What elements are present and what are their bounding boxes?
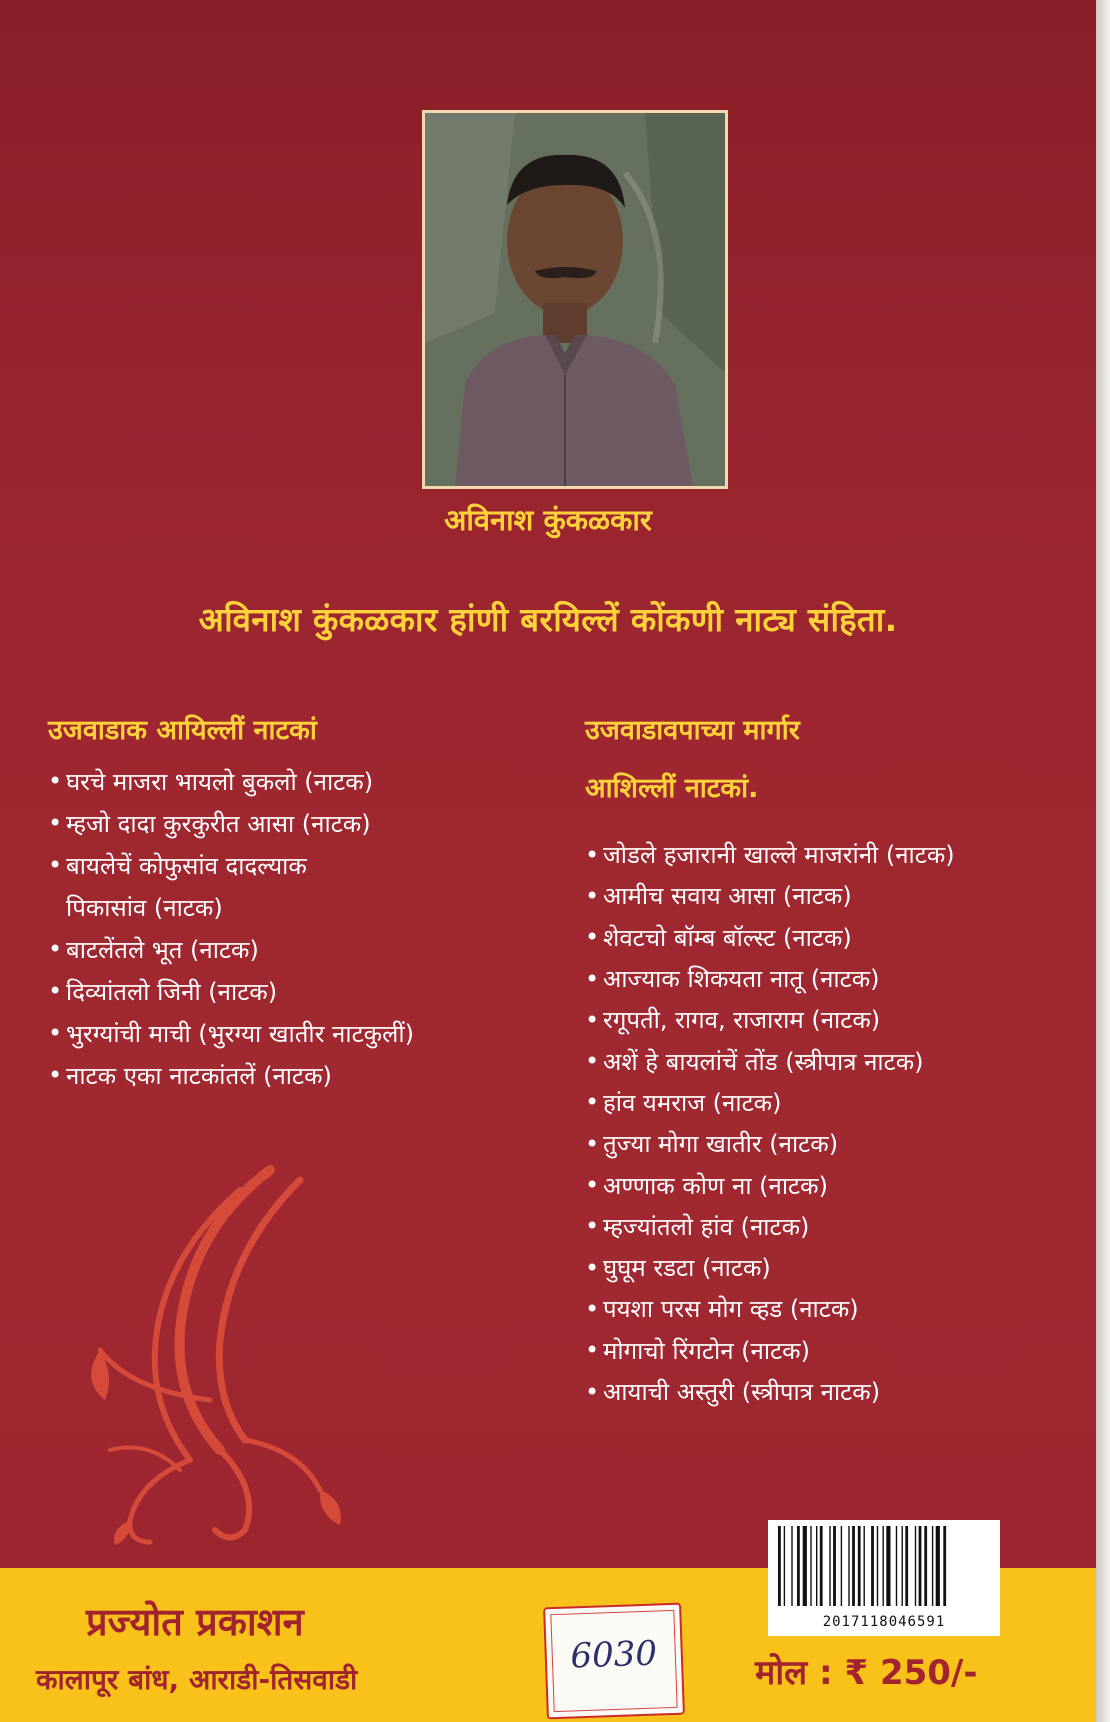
play-title: दिव्यांतलो जिनी (नाटक) xyxy=(66,977,278,1006)
list-item xyxy=(585,1206,955,1247)
list-item xyxy=(585,1040,955,1081)
list-item xyxy=(48,844,414,886)
isbn-barcode xyxy=(768,1520,1000,1636)
list-item xyxy=(585,917,955,958)
play-title: भुरग्यांची माची (भुरग्या खातीर नाटकुलीं) xyxy=(66,1019,414,1048)
bullet: • xyxy=(585,923,600,952)
bullet: • xyxy=(585,1336,600,1365)
list-item xyxy=(48,1012,414,1054)
bullet: • xyxy=(585,1294,600,1323)
play-title: शेवटचो बॉम्ब बॉल्स्ट (नाटक) xyxy=(603,923,852,952)
play-title: घुघूम रडटा (नाटक) xyxy=(603,1254,771,1283)
play-title: बायलेचें कोफुसांव दादल्याक xyxy=(66,851,307,880)
upcoming-plays-heading-line2: आशिल्लीं नाटकां. xyxy=(585,773,759,804)
play-title: पिकासांव (नाटक) xyxy=(66,893,223,922)
play-title: अण्णाक कोण ना (नाटक) xyxy=(603,1171,828,1200)
bullet: • xyxy=(585,1212,600,1241)
bullet: • xyxy=(48,809,63,837)
play-title: बाटलेंतले भूत (नाटक) xyxy=(66,935,259,964)
bullet: • xyxy=(585,1253,600,1282)
bullet: • xyxy=(585,1047,600,1076)
play-title: हांव यमराज (नाटक) xyxy=(603,1088,782,1117)
list-item xyxy=(585,1288,955,1329)
list-item xyxy=(48,886,414,928)
bullet: • xyxy=(585,964,600,993)
list-item xyxy=(48,1054,414,1096)
list-item xyxy=(48,760,414,802)
bullet: • xyxy=(585,1377,600,1406)
library-stamp xyxy=(543,1603,685,1720)
list-item xyxy=(585,1082,955,1123)
bullet: • xyxy=(48,1019,63,1047)
play-title: जोडले हजारानी खाल्ले माजरांनी (नाटक) xyxy=(603,841,955,870)
barcode-icon xyxy=(776,1526,992,1606)
bullet: • xyxy=(585,1088,600,1117)
published-plays-list xyxy=(48,760,414,1096)
bullet: • xyxy=(48,977,63,1005)
play-title: पयशा परस मोग व्हड (नाटक) xyxy=(603,1295,859,1324)
publisher-name: प्रज्योत प्रकाशन xyxy=(86,1600,304,1644)
play-title: मोगाचो रिंगटोन (नाटक) xyxy=(603,1336,810,1365)
publisher-address: कालापूर बांध, आराडी-तिसवाडी xyxy=(36,1663,358,1696)
price-label: मोल : ₹ 250/- xyxy=(755,1653,978,1693)
list-item xyxy=(585,1247,955,1288)
bullet: • xyxy=(585,1005,600,1034)
play-title: आयाची अस्तुरी (स्त्रीपात्र नाटक) xyxy=(603,1378,881,1406)
bullet: • xyxy=(585,881,600,910)
barcode-number: 2017118046591 xyxy=(822,1614,946,1630)
play-title: नाटक एका नाटकांतलें (नाटक) xyxy=(66,1061,332,1090)
stamp-number: 6030 xyxy=(569,1633,658,1677)
list-item xyxy=(585,875,955,916)
list-item xyxy=(585,999,955,1040)
bullet: • xyxy=(48,767,63,795)
list-item xyxy=(48,970,414,1012)
floral-swirl-ornament-icon xyxy=(70,1150,360,1550)
bullet: • xyxy=(585,1129,600,1158)
play-title: आज्याक शिकयता नातू (नाटक) xyxy=(603,965,880,994)
list-item xyxy=(585,1371,955,1412)
bullet: • xyxy=(585,840,600,869)
list-item xyxy=(48,928,414,970)
list-item xyxy=(585,1123,955,1164)
page-edge xyxy=(1096,0,1110,1722)
play-title: घरचे माजरा भायलो बुकलो (नाटक) xyxy=(66,767,374,796)
list-item xyxy=(48,802,414,844)
list-item xyxy=(585,958,955,999)
list-item xyxy=(585,1164,955,1205)
upcoming-plays-list xyxy=(585,834,955,1412)
play-title: म्हजो दादा कुरकुरीत आसा (नाटक) xyxy=(66,809,371,838)
author-photo xyxy=(422,110,728,489)
play-title: म्हज्यांतलो हांव (नाटक) xyxy=(603,1212,810,1241)
play-title: रगूपती, रागव, राजाराम (नाटक) xyxy=(603,1006,881,1035)
list-item xyxy=(585,834,955,875)
bullet: • xyxy=(48,1061,63,1089)
bullet: • xyxy=(48,851,63,879)
play-title: तुज्या मोगा खातीर (नाटक) xyxy=(603,1130,839,1159)
cover-tagline: अविनाश कुंकळकार हांणी बरयिल्लें कोंकणी नाट्य संहिता. xyxy=(198,600,898,639)
bullet: • xyxy=(585,1171,600,1200)
play-title: आमीच सवाय आसा (नाटक) xyxy=(603,882,852,911)
author-portrait-icon xyxy=(425,113,725,486)
list-item xyxy=(585,1330,955,1371)
play-title: अशें हे बायलांचें तोंड (स्त्रीपात्र नाटक) xyxy=(603,1047,924,1076)
upcoming-plays-heading-line1: उजवाडावपाच्या मार्गार xyxy=(585,715,800,746)
published-plays-heading: उजवाडाक आयिल्लीं नाटकां xyxy=(48,715,317,746)
bullet: • xyxy=(48,935,63,963)
author-name-caption: अविनाश कुंकळकार xyxy=(444,503,652,537)
